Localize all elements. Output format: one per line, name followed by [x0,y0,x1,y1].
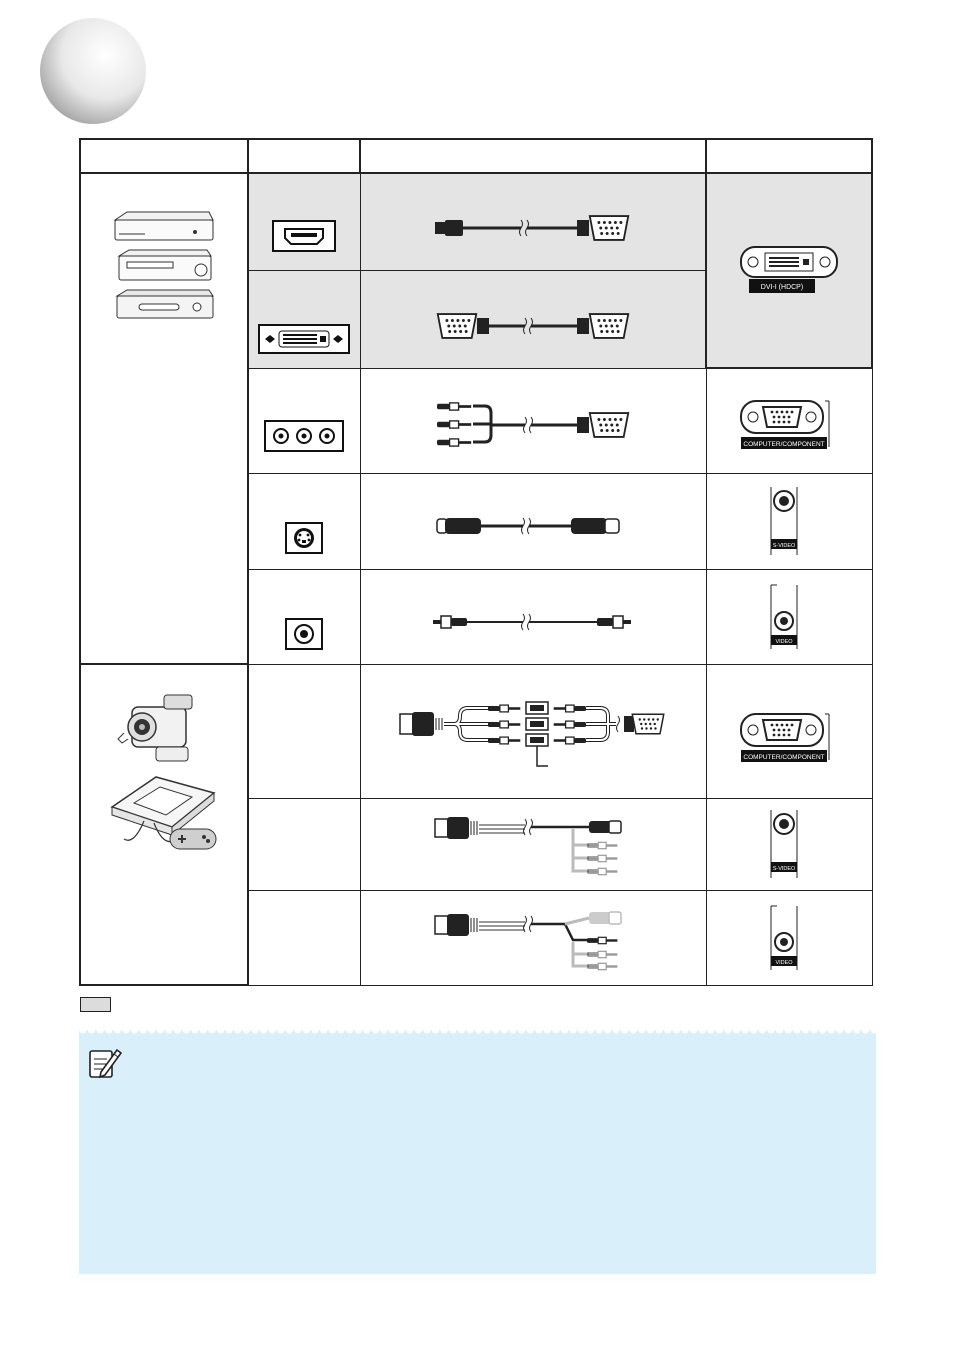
computer-terminal-label-2: COMPUTER/COMPONENT [743,754,825,761]
source-group-video-equipment [80,173,248,664]
cable-av-video [360,890,706,985]
table-header-row [80,139,872,173]
dotted-border [79,1030,876,1038]
vcr-icon [119,250,211,280]
source-terminal-s-video [248,473,360,569]
component-to-dsub-cable-icon [433,397,633,453]
dvi-cable-icon [433,306,633,346]
source-terminal-av-component [248,664,360,798]
source-terminal-av-video [248,890,360,985]
header-cable [360,139,706,173]
video-port-icon [284,617,324,651]
cable-component-to-dsub [360,368,706,473]
cable-s-video [360,473,706,569]
header-projector-terminal [706,139,872,173]
camcorder-icon [118,695,192,761]
projector-terminal-s-video [706,473,872,569]
table-row [80,173,872,270]
s-video-terminal-label: S-VIDEO [772,543,796,549]
hdmi-port-icon [271,219,337,253]
header-source-terminal [248,139,360,173]
computer-component-terminal-icon [739,397,839,453]
header-source-device [80,139,248,173]
s-video-terminal-icon [767,485,811,557]
note-box [79,1030,876,1274]
source-group-camcorder-game [80,664,248,985]
cable-hdmi-to-dvi [360,173,706,270]
cable-video [360,569,706,664]
source-terminal-component [248,368,360,473]
cable-dvi [360,270,706,368]
s-video-terminal-icon [767,808,811,880]
source-terminal-av-s-video [248,798,360,890]
av-to-component-adaptor-cable-icon [398,694,668,774]
computer-terminal-label: COMPUTER/COMPONENT [743,440,825,448]
source-terminal-dvi [248,270,360,368]
projector-terminal-video-2 [706,890,872,985]
pencil-note-icon [87,1046,123,1080]
dvd-player-icon [115,212,213,240]
projector-terminal-computer-2 [706,664,872,798]
av-cable-s-video-icon [433,813,633,879]
corner-decoration-icon [38,16,148,126]
video-terminal-icon [767,583,811,651]
av-cable-video-icon [433,906,633,972]
projector-terminal-dvi [706,173,872,368]
video-cable-icon [433,612,633,632]
video-terminal-icon [767,904,811,972]
source-terminal-hdmi [248,173,360,270]
dvi-terminal-label: DVI-I (HDCP) [760,283,804,291]
cable-av-s-video [360,798,706,890]
set-top-box-icon [117,290,213,318]
projector-terminal-s-video-2 [706,798,872,890]
s-video-terminal-label-2: S-VIDEO [772,866,796,872]
video-terminal-label: VIDEO [775,638,793,645]
dvi-port-icon [257,323,351,355]
source-terminal-video [248,569,360,664]
connection-table [79,138,873,986]
component-ports-icon [263,419,345,453]
projector-terminal-computer [706,368,872,473]
game-console-icon [112,777,216,849]
hdmi-to-dvi-cable-icon [433,208,633,248]
legend-shaded-swatch [80,997,111,1012]
s-video-port-icon [284,521,324,555]
video-terminal-label-2: VIDEO [775,959,793,966]
projector-terminal-video [706,569,872,664]
table-row [80,664,872,798]
dvi-i-hdcp-terminal-icon [739,245,839,297]
s-video-cable-icon [433,514,633,538]
cable-av-to-component [360,664,706,798]
computer-component-terminal-icon [739,710,839,766]
